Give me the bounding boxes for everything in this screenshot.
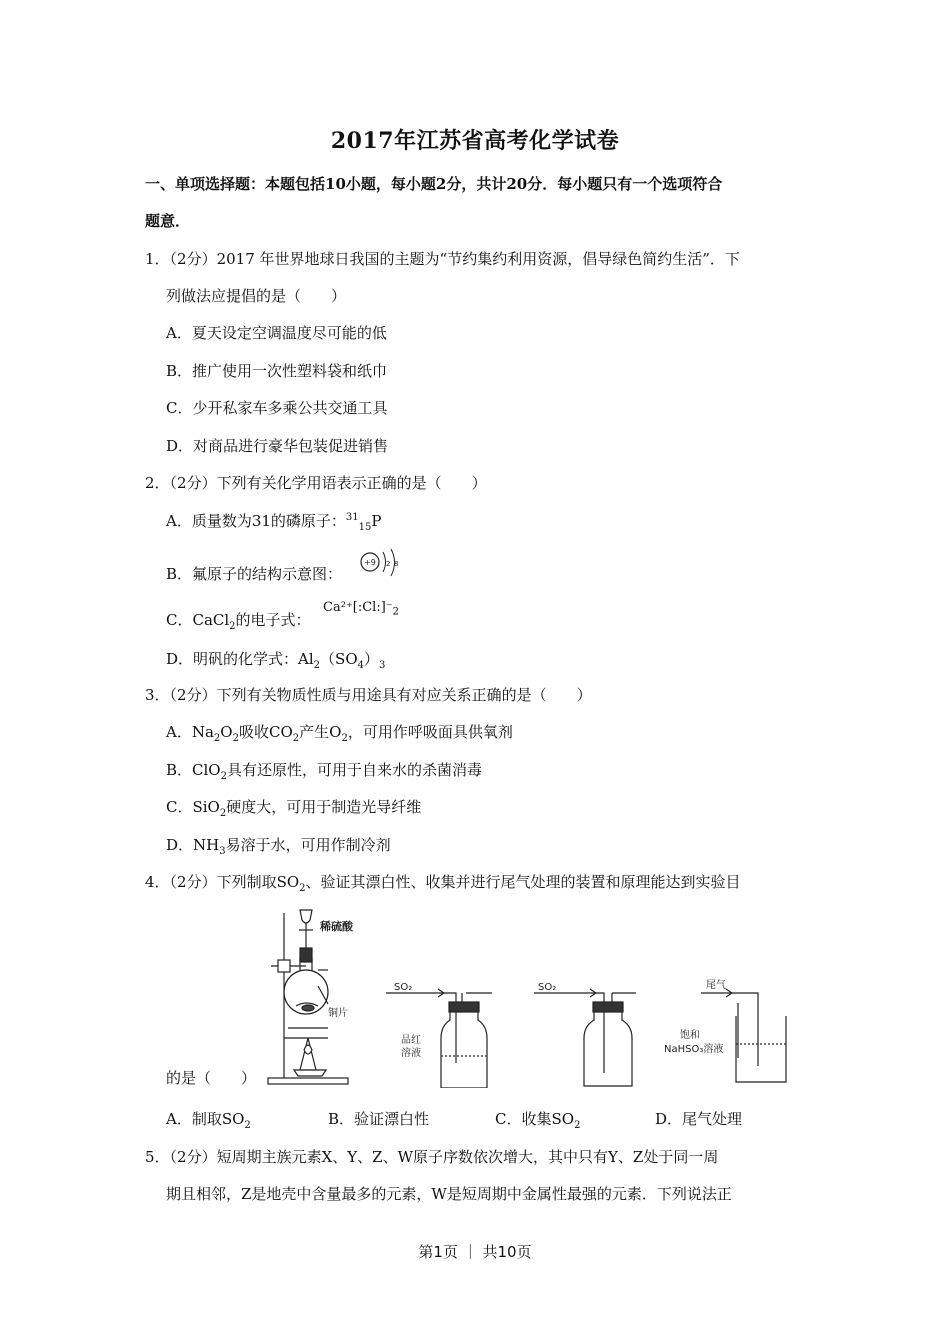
label-dilute-sulfuric-acid: 稀硫酸 [320, 920, 353, 933]
q3-a-part: O [220, 723, 233, 741]
q3-a-sub: 2 [213, 733, 221, 744]
q3-a-part: 产生O [299, 723, 342, 741]
label-saturated: 饱和 [680, 1030, 700, 1041]
q4-c-sub: 2 [574, 1120, 581, 1131]
q2-d-sub1: 2 [313, 660, 321, 671]
q1-option-d: D．对商品进行豪华包装促进销售 [166, 437, 389, 455]
q2-element-symbol: P [371, 512, 382, 530]
q3-stem: 3．（2分）下列有关物质性质与用途具有对应关系正确的是（ ） [145, 686, 592, 704]
q2-option-b [166, 564, 342, 584]
cacl2-formula-text: Ca²⁺[:Cl:]⁻ [323, 600, 393, 615]
q2-d-sub2: 4 [357, 660, 364, 671]
q4-stem-sub: 2 [299, 883, 306, 894]
q3-a-part: A．Na [166, 723, 214, 741]
q4-a-sub: 2 [244, 1120, 251, 1131]
q4-option-b: B．验证漂白性 [328, 1110, 430, 1128]
q3-d-part: 易溶于水，可用作制冷剂 [225, 836, 391, 854]
label-dye-2: 溶液 [401, 1048, 421, 1059]
apparatus-a-generator [268, 910, 348, 1084]
page-footer: 第1页 ｜ 共10页 [418, 1243, 532, 1261]
q2-option-a-text: A．质量数为31的磷原子： [166, 512, 346, 530]
q2-option-a [166, 511, 381, 531]
section-heading-line1: 一、单项选择题：本题包括10小题，每小题2分，共计20分．每小题只有一个选项符合 [145, 175, 723, 193]
q3-a-sub: 2 [232, 733, 239, 744]
q3-option-a [166, 722, 513, 742]
q3-b-part: 具有还原性，可用于自来水的杀菌消毒 [226, 761, 482, 779]
q1-stem-line2: 列做法应提倡的是（ ） [166, 287, 347, 305]
q3-a-part: ，可用作呼吸面具供氧剂 [347, 723, 513, 741]
q4-option-c [495, 1109, 580, 1129]
q4-stem-line1 [145, 872, 741, 892]
q4-c-prefix: C．收集SO [495, 1110, 575, 1128]
q3-a-sub: 2 [292, 733, 300, 744]
q2-d-sub3: 3 [379, 660, 386, 671]
nucleus-charge-label: +9 [364, 558, 376, 567]
q5-stem-line1: 5．（2分）短周期主族元素X、Y、Z、W原子序数依次增大，其中只有Y、Z处于同一周 [145, 1148, 719, 1166]
q2-option-c-suffix: 的电子式： [235, 611, 311, 629]
q3-b-part: B．ClO [166, 761, 221, 779]
q2-stem: 2．（2分）下列有关化学用语表示正确的是（ ） [145, 474, 487, 492]
q3-c-part: 硬度大，可用于制造光导纤维 [226, 798, 422, 816]
q3-c-part: C．SiO [166, 798, 220, 816]
q2-option-b-text: B．氟原子的结构示意图： [166, 565, 343, 583]
q2-d-prefix: D．明矾的化学式：Al [166, 650, 314, 668]
q3-a-sub: 2 [341, 733, 348, 744]
q2-option-c [166, 610, 311, 630]
page-title: 2017年江苏省高考化学试卷 [330, 128, 620, 154]
q4-stem-prefix: 4．（2分）下列制取SO [145, 873, 300, 891]
cacl2-formula-sub: 2 [392, 606, 400, 618]
shell2-electrons: 8 [394, 560, 399, 568]
q4-apparatus-figure [266, 908, 816, 1088]
label-tail-gas: 尾气 [706, 980, 726, 991]
label-dye-1: 品红 [401, 1035, 421, 1046]
q3-d-sub: 3 [219, 846, 226, 857]
q3-option-d [166, 835, 391, 855]
apparatus-d-tail-gas-beaker [701, 989, 786, 1082]
label-nahso3-solution: NaHSO₃溶液 [664, 1044, 724, 1055]
q1-option-b: B．推广使用一次性塑料袋和纸巾 [166, 362, 388, 380]
q4-stem-line2: 的是（ ） [166, 1069, 257, 1087]
q2-option-c-sub: 2 [229, 621, 236, 632]
q5-stem-line2: 期且相邻，Z是地壳中含量最多的元素，W是短周期中金属性最强的元素．下列说法正 [166, 1185, 732, 1203]
q2-atomic-number: 15 [358, 522, 372, 533]
label-so2-inlet-b: SO₂ [394, 982, 413, 993]
q2-option-d [166, 649, 385, 669]
q3-b-sub: 2 [220, 771, 227, 782]
shell1-electrons: 2 [386, 560, 391, 568]
q1-stem-line1: 1．（2分）2017 年世界地球日我国的主题为“节约集约利用资源，倡导绿色简约生活”．下 [145, 250, 740, 268]
q2-d-post: ） [364, 650, 380, 668]
q2-option-c-prefix: C．CaCl [166, 611, 230, 629]
section-heading-line2: 题意． [145, 212, 191, 230]
cacl2-electron-formula [323, 600, 400, 618]
q4-option-a [166, 1109, 251, 1129]
label-copper-sheet: 铜片 [328, 1008, 348, 1019]
q2-d-mid: （SO [320, 650, 358, 668]
fluorine-atom-diagram [358, 546, 406, 582]
q3-a-part: 吸收CO [238, 723, 293, 741]
apparatus-c-collection-bottle [534, 989, 636, 1086]
q4-stem-suffix: 、验证其漂白性、收集并进行尾气处理的装置和原理能达到实验目 [305, 873, 741, 891]
q4-option-d: D．尾气处理 [655, 1110, 743, 1128]
q1-option-a: A．夏天设定空调温度尽可能的低 [166, 324, 387, 342]
q3-c-sub: 2 [219, 808, 227, 819]
q2-mass-number: 31 [345, 512, 359, 523]
label-so2-inlet-c: SO₂ [538, 982, 557, 993]
q3-option-c [166, 797, 421, 817]
q4-a-prefix: A．制取SO [166, 1110, 245, 1128]
q3-d-part: D．NH [166, 836, 220, 854]
q3-option-b [166, 760, 482, 780]
q1-option-c: C．少开私家车多乘公共交通工具 [166, 399, 388, 417]
